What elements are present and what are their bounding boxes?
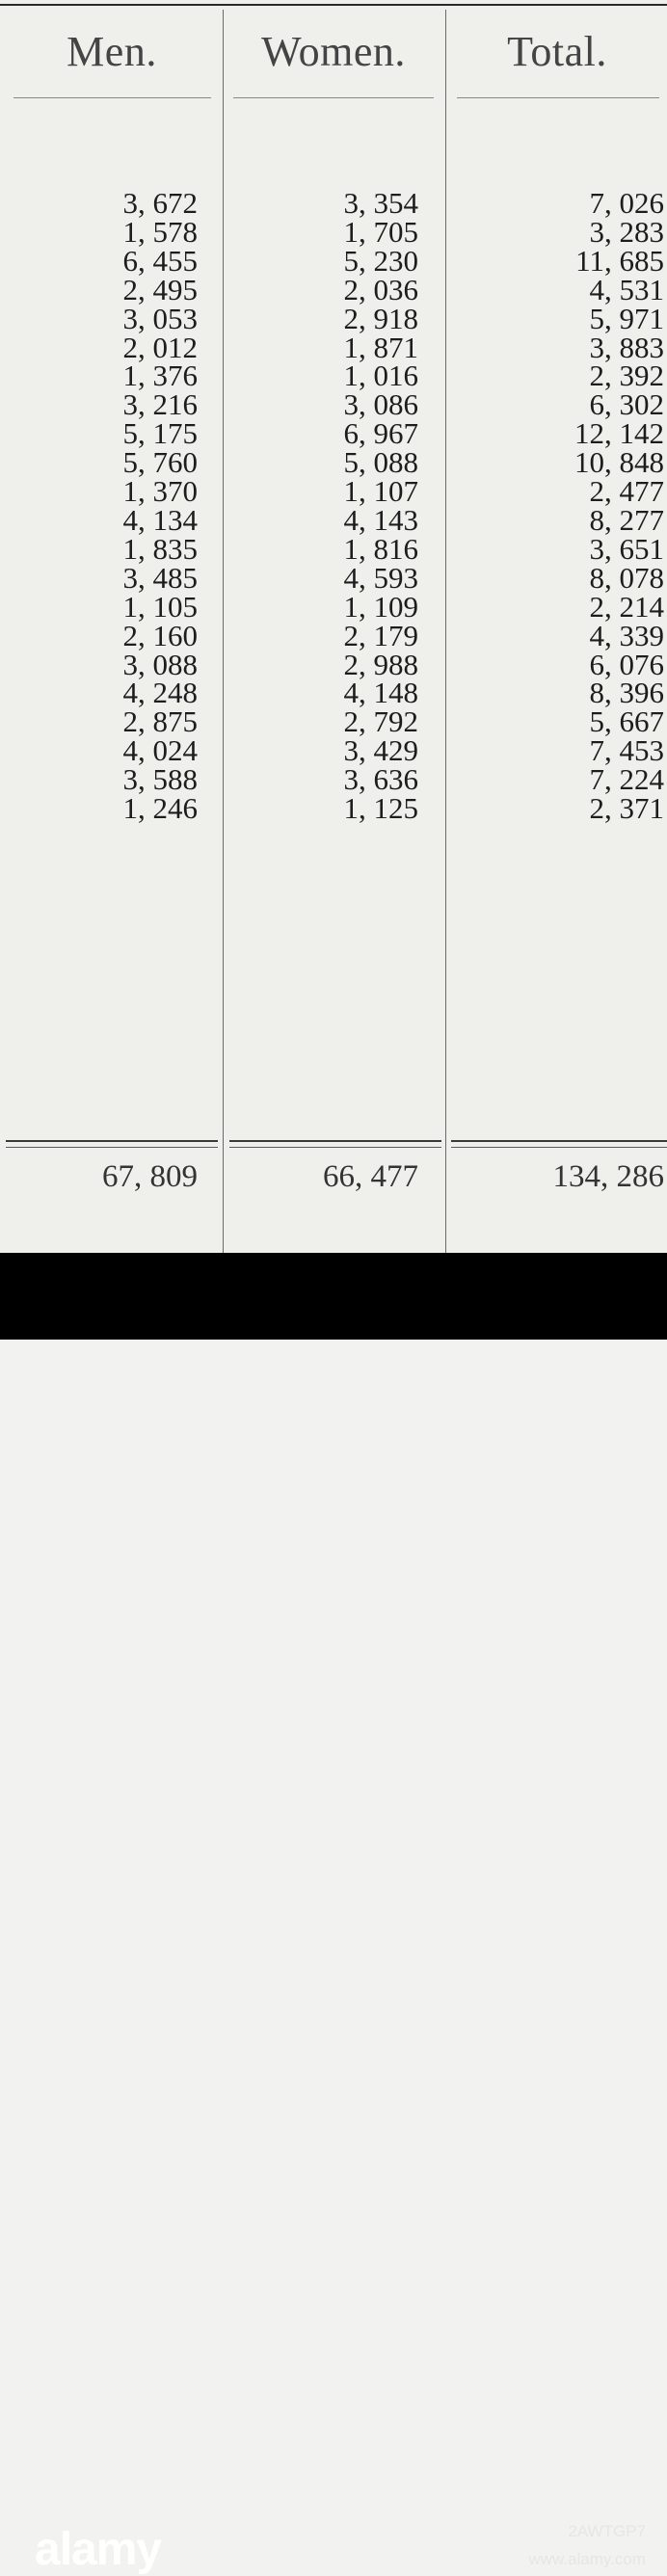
totals-rule-women: [229, 1140, 441, 1142]
cell-men: 4, 134: [122, 502, 198, 537]
cell-women: 5, 230: [343, 243, 418, 278]
cell-total: 4, 531: [589, 272, 664, 306]
cell-total: 5, 971: [589, 301, 664, 335]
cell-men: 6, 455: [122, 243, 198, 278]
watermark-footer: [0, 1253, 667, 2575]
cell-total: 2, 392: [589, 359, 664, 393]
cell-women: 2, 179: [343, 618, 418, 652]
cell-women: 2, 036: [343, 272, 418, 306]
cell-men: 2, 012: [122, 330, 198, 364]
cell-men: 1, 578: [122, 214, 198, 249]
cell-women: 1, 125: [343, 791, 418, 826]
header-underline-women: [233, 97, 434, 98]
scanned-table: [0, 0, 667, 1253]
cell-women: 2, 918: [343, 301, 418, 335]
total-women: 66, 477: [323, 1159, 418, 1194]
cell-total: 11, 685: [575, 243, 664, 278]
cell-total: 10, 848: [574, 445, 664, 480]
cell-men: 5, 175: [122, 416, 198, 451]
cell-total: 3, 883: [589, 330, 664, 364]
cell-men: 1, 835: [122, 531, 198, 566]
cell-women: 1, 107: [343, 474, 418, 509]
cell-total: 2, 214: [589, 589, 664, 624]
cell-women: 4, 593: [343, 560, 418, 595]
total-men: 67, 809: [102, 1159, 198, 1194]
cell-men: 3, 216: [122, 387, 198, 422]
cell-men: 4, 248: [122, 676, 198, 710]
cell-total: 4, 339: [589, 618, 664, 652]
cell-men: 3, 672: [122, 186, 198, 220]
cell-men: 3, 088: [122, 647, 198, 681]
cell-men: 3, 588: [122, 762, 198, 797]
cell-total: 8, 078: [589, 560, 664, 595]
site-url: www.alamy.com: [528, 2550, 646, 2568]
cell-total: 2, 371: [589, 791, 664, 826]
cell-men: 1, 376: [122, 359, 198, 393]
total-total: 134, 286: [552, 1159, 664, 1194]
cell-total: 8, 277: [589, 502, 664, 537]
cell-total: 2, 477: [589, 474, 664, 509]
cell-women: 1, 816: [343, 531, 418, 566]
cell-men: 2, 875: [122, 704, 198, 739]
cell-total: 6, 076: [589, 647, 664, 681]
column-women-values: [231, 186, 418, 826]
cell-total: 5, 667: [589, 704, 664, 739]
cell-men: 1, 370: [122, 474, 198, 509]
cell-men: 3, 053: [122, 301, 198, 335]
cell-women: 4, 143: [343, 502, 418, 537]
totals-rule-total: [451, 1140, 667, 1142]
cell-men: 2, 160: [122, 618, 198, 652]
header-underline-men: [13, 97, 211, 98]
cell-men: 3, 485: [122, 560, 198, 595]
cell-women: 2, 792: [343, 704, 418, 739]
cell-men: 1, 246: [122, 791, 198, 826]
cell-total: 6, 302: [589, 387, 664, 422]
cell-women: 1, 109: [343, 589, 418, 624]
cell-women: 2, 988: [343, 647, 418, 681]
cell-women: 3, 354: [343, 186, 418, 220]
column-total-values: [453, 186, 664, 826]
header-women: Women.: [261, 28, 406, 75]
cell-total: 12, 142: [574, 416, 664, 451]
totals-subrule-total: [451, 1147, 667, 1148]
header-underline-total: [457, 97, 659, 98]
totals-subrule-women: [229, 1147, 441, 1148]
column-men-values: [39, 186, 198, 826]
cell-total: 3, 651: [589, 531, 664, 566]
totals-subrule-men: [6, 1147, 218, 1148]
image-id: 2AWTGP7: [568, 2522, 646, 2540]
cell-women: 3, 086: [343, 387, 418, 422]
column-divider-1: [223, 10, 224, 1253]
cell-total: 3, 283: [589, 214, 664, 249]
cell-total: 7, 453: [589, 733, 664, 768]
cell-total: 7, 026: [589, 186, 664, 220]
cell-men: 4, 024: [122, 733, 198, 768]
cell-men: 5, 760: [122, 445, 198, 480]
cell-women: 3, 636: [343, 762, 418, 797]
cell-women: 1, 705: [343, 214, 418, 249]
cell-women: 5, 088: [343, 445, 418, 480]
totals-rule-men: [6, 1140, 218, 1142]
header-men: Men.: [67, 28, 157, 75]
cell-total: 8, 396: [589, 676, 664, 710]
cell-women: 6, 967: [343, 416, 418, 451]
cell-men: 2, 495: [122, 272, 198, 306]
column-divider-2: [445, 10, 446, 1253]
alamy-logo: alamy: [35, 2524, 162, 2575]
cell-women: 4, 148: [343, 676, 418, 710]
header-total: Total.: [507, 28, 607, 75]
cell-men: 1, 105: [122, 589, 198, 624]
cell-women: 1, 871: [343, 330, 418, 364]
cell-women: 3, 429: [343, 733, 418, 768]
cell-women: 1, 016: [343, 359, 418, 393]
cell-total: 7, 224: [589, 762, 664, 797]
top-rule: [0, 4, 667, 6]
